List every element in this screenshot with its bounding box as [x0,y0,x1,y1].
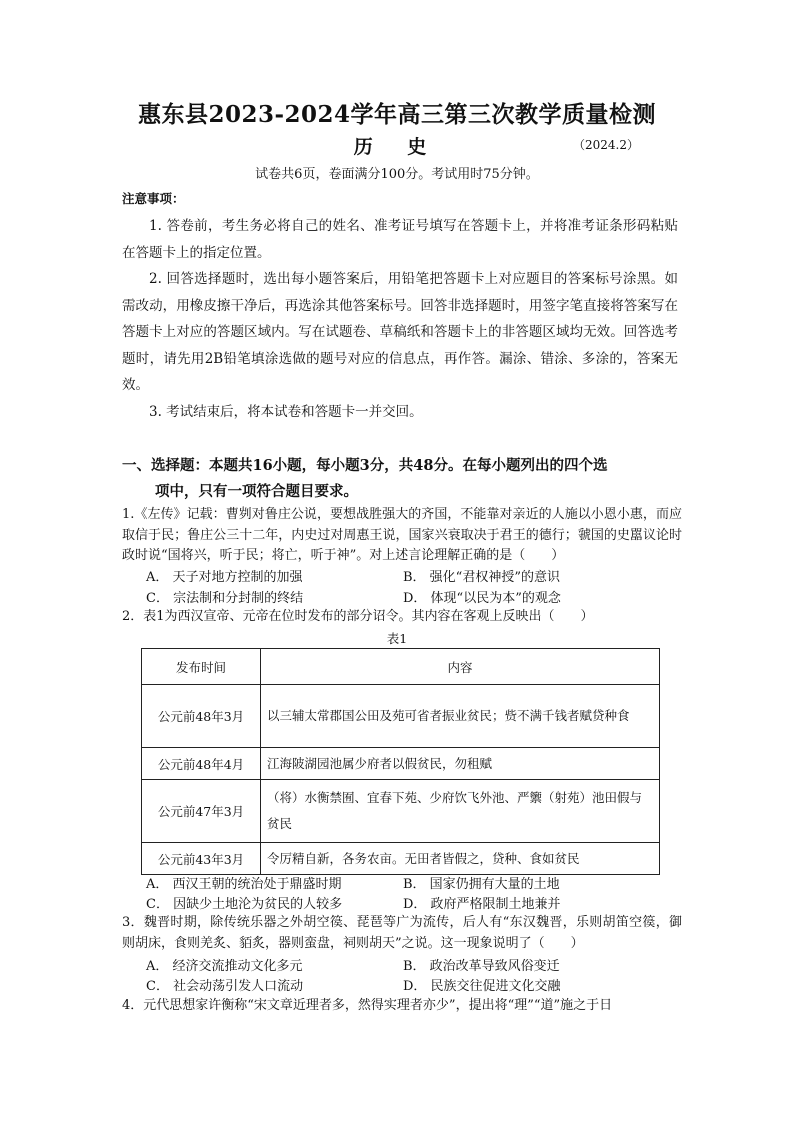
question-2-option-c: C． 因缺少土地沦为贫民的人较多 [146,897,343,912]
question-2-option-d: D． 政府严格限制土地兼并 [403,897,561,912]
table-row [142,843,660,875]
table-cell-date: 公元前48年4月 [142,748,261,780]
question-1-stem: 1.《左传》记载：曹刿对鲁庄公说，要想战胜强大的齐国，不能靠对亲近的人施以小恩小惠，而应取信于民；鲁庄公三十二年，内史过对周惠王说，国家兴衰取决于君王的德行；虢国的史嚚议论时政时说“国将兴，听于民；将亡，听于神”。对上述言论理解正确的是（ ） [122,507,682,563]
subject-title: 历 史 [353,136,441,158]
question-1-option-a: A． 天子对地方控制的加强 [146,570,303,585]
exam-date: （2024.2） [573,138,639,152]
question-2-stem: 2．表1为西汉宣帝、元帝在位时发布的部分诏令。其内容在客观上反映出（ ） [122,609,594,624]
question-2-option-b: B． 国家仍拥有大量的土地 [403,877,560,892]
notice-item-3: 3. 考试结束后，将本试卷和答题卡一并交回。 [149,404,423,420]
question-3-option-d: D． 民族交往促进文化交融 [403,979,561,994]
edict-table [141,648,660,875]
question-1-option-c: C． 宗法制和分封制的终结 [146,591,304,606]
table-cell-content: 以三辅太常郡国公田及苑可省者振业贫民；赀不满千钱者赋贷种食 [261,685,660,748]
table-header-content: 内容 [261,649,660,685]
table-cell-date: 公元前47年3月 [142,780,261,843]
section-heading [122,453,682,505]
table-header-date: 发布时间 [142,649,261,685]
question-3-option-b: B． 政治改革导致风俗变迁 [403,959,560,974]
table-header-row [142,649,660,685]
table-row [142,685,660,748]
table-cell-content: 令厉精自新，各务农亩。无田者皆假之，贷种、食如贫民 [261,843,660,875]
question-1-option-b: B． 强化“君权神授”的意识 [403,570,560,585]
section-heading-line-1: 一、选择题：本题共16小题，每小题3分，共48分。在每小题列出的四个选 [122,457,608,474]
question-3-stem: 3．魏晋时期，除传统乐器之外胡空篌、琵琶等广为流传，后人有“东汉魏晋，乐则胡笛空篌，御则胡床，食则羌炙、貊炙，器则蛮盘，祠则胡天”之说。这一现象说明了（ ） [122,915,682,951]
table-cell-date: 公元前48年3月 [142,685,261,748]
table-cell-content: 江海陂湖园池属少府者以假贫民，勿租赋 [261,748,660,780]
table-cell-date: 公元前43年3月 [142,843,261,875]
question-4-stem: 4．元代思想家许衡称“宋文章近理者多，然得实理者亦少”，提出将“理”“道”施之于日 [122,998,613,1013]
table-row [142,748,660,780]
table-caption: 表1 [386,631,408,646]
question-3-option-a: A． 经济交流推动文化多元 [146,959,303,974]
exam-title: 惠东县2023-2024学年高三第三次教学质量检测 [137,101,657,128]
table-cell-content: （将）水衡禁囿、宜春下苑、少府饮飞外池、严籞（射苑）池田假与贫民 [261,780,660,843]
question-1-option-d: D． 体现“以民为本”的观念 [403,591,561,606]
table-row [142,780,660,843]
question-3-option-c: C． 社会动荡引发人口流动 [146,979,304,994]
notice-item-2: 2. 回答选择题时，选出每小题答案后，用铅笔把答题卡上对应题目的答案标号涂黑。如需改动，用橡皮擦干净后，再选涂其他答案标号。回答非选择题时，用签字笔直接将答案写在答题卡上对应的答题区域内。写在试题卷、草稿纸和答题卡上的非答题区域均无效。回答选考题时，请先用2B铅笔填涂选做的题号对应的信息点，再作答。漏涂、错涂、多涂的，答案无效。 [122,271,678,393]
exam-info: 试卷共6页，卷面满分100分。考试用时75分钟。 [255,167,539,182]
section-heading-line-2: 项中，只有一项符合题目要求。 [155,483,358,500]
notice-heading: 注意事项： [122,191,185,206]
notice-item-1: 1. 答卷前，考生务必将自己的姓名、准考证号填写在答题卡上，并将准考证条形码粘贴在答题卡上的指定位置。 [122,218,678,261]
question-2-option-a: A． 西汉王朝的统治处于鼎盛时期 [146,877,342,892]
